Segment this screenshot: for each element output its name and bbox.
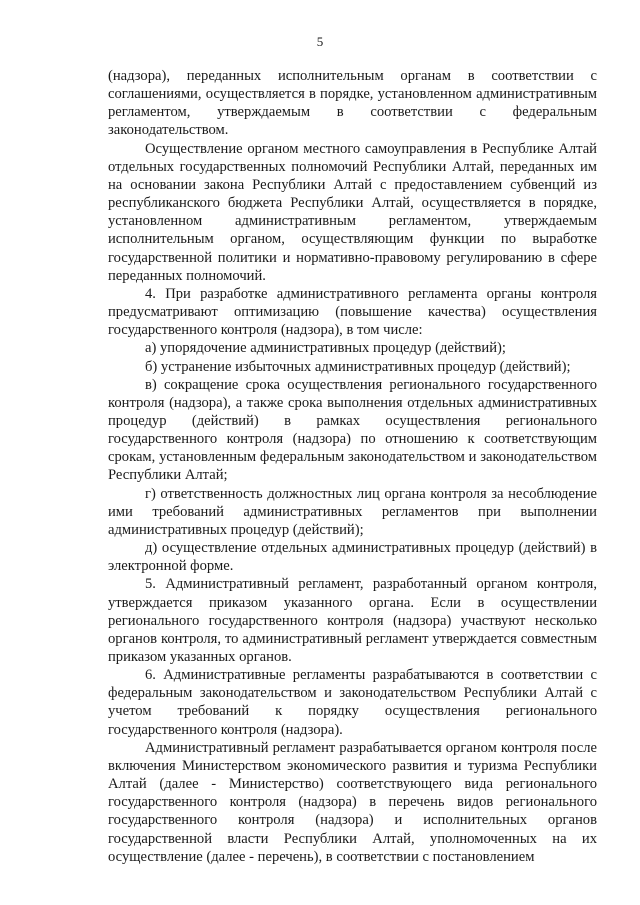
paragraph: а) упорядочение административных процедур (действий); bbox=[145, 340, 506, 357]
paragraph: в) сокращение срока осуществления регионального государственного контроля (надзора), а также срока выполнения отдельных административных процедур (действий) в рамках осуществления регионального государственного контроля (надзора) по отношению к соответствующим срокам, установленным федеральным законодательством и законодательством Республики Алтай; bbox=[108, 376, 597, 484]
paragraph: д) осуществление отдельных административных процедур (действий) в электронной форме. bbox=[108, 540, 597, 575]
document-body bbox=[108, 67, 597, 866]
paragraph: г) ответственность должностных лиц органа контроля за несоблюдение ими требований административных регламентов при выполнении административных процедур (действий); bbox=[108, 485, 597, 538]
paragraph: б) устранение избыточных административных процедур (действий); bbox=[145, 358, 571, 375]
paragraph: 5. Административный регламент, разработанный органом контроля, утверждается приказом указанного органа. Если в осуществлении регионального государственного контроля (надзора) участвуют несколько органов контроля, то административный регламент утверждается совместным приказом указанных органов. bbox=[108, 576, 597, 665]
page-number: 5 bbox=[316, 34, 324, 49]
paragraph: 6. Административные регламенты разрабатываются в соответствии с федеральным законодательством и законодательством Республики Алтай с учетом требований к порядку осуществления регионального государственного контроля (надзора). bbox=[108, 667, 597, 738]
paragraph: Административный регламент разрабатывается органом контроля после включения Министерством экономического развития и туризма Республики Алтай (далее - Министерство) соответствующего вида регионального государственного контроля (надзора) в перечень видов регионального государственного контроля (надзора) и исполнительных органов государственной власти Республики Алтай, уполномоченных на их осуществление (далее - перечень), в соответствии с постановлением bbox=[108, 739, 597, 865]
paragraph: 4. При разработке административного регламента органы контроля предусматривают оптимизацию (повышение качества) осуществления государственного контроля (надзора), в том числе: bbox=[108, 285, 597, 339]
paragraph: Осуществление органом местного самоуправления в Республике Алтай отдельных государственных полномочий Республики Алтай, переданных им на основании закона Республики Алтай с предоставлением субвенций из республиканского бюджета Республики Алтай, осуществляется в порядке, установленном административным регламентом, утверждаемым исполнительным органом, осуществляющим функции по выработке государственной политики и нормативно-правовому регулированию в сфере переданных полномочий. bbox=[108, 140, 597, 284]
paragraph: (надзора), переданных исполнительным органам в соответствии с соглашениями, осуществляется в порядке, установленном административным регламентом, утверждаемым в соответствии с федеральным законодательством. bbox=[108, 68, 597, 139]
